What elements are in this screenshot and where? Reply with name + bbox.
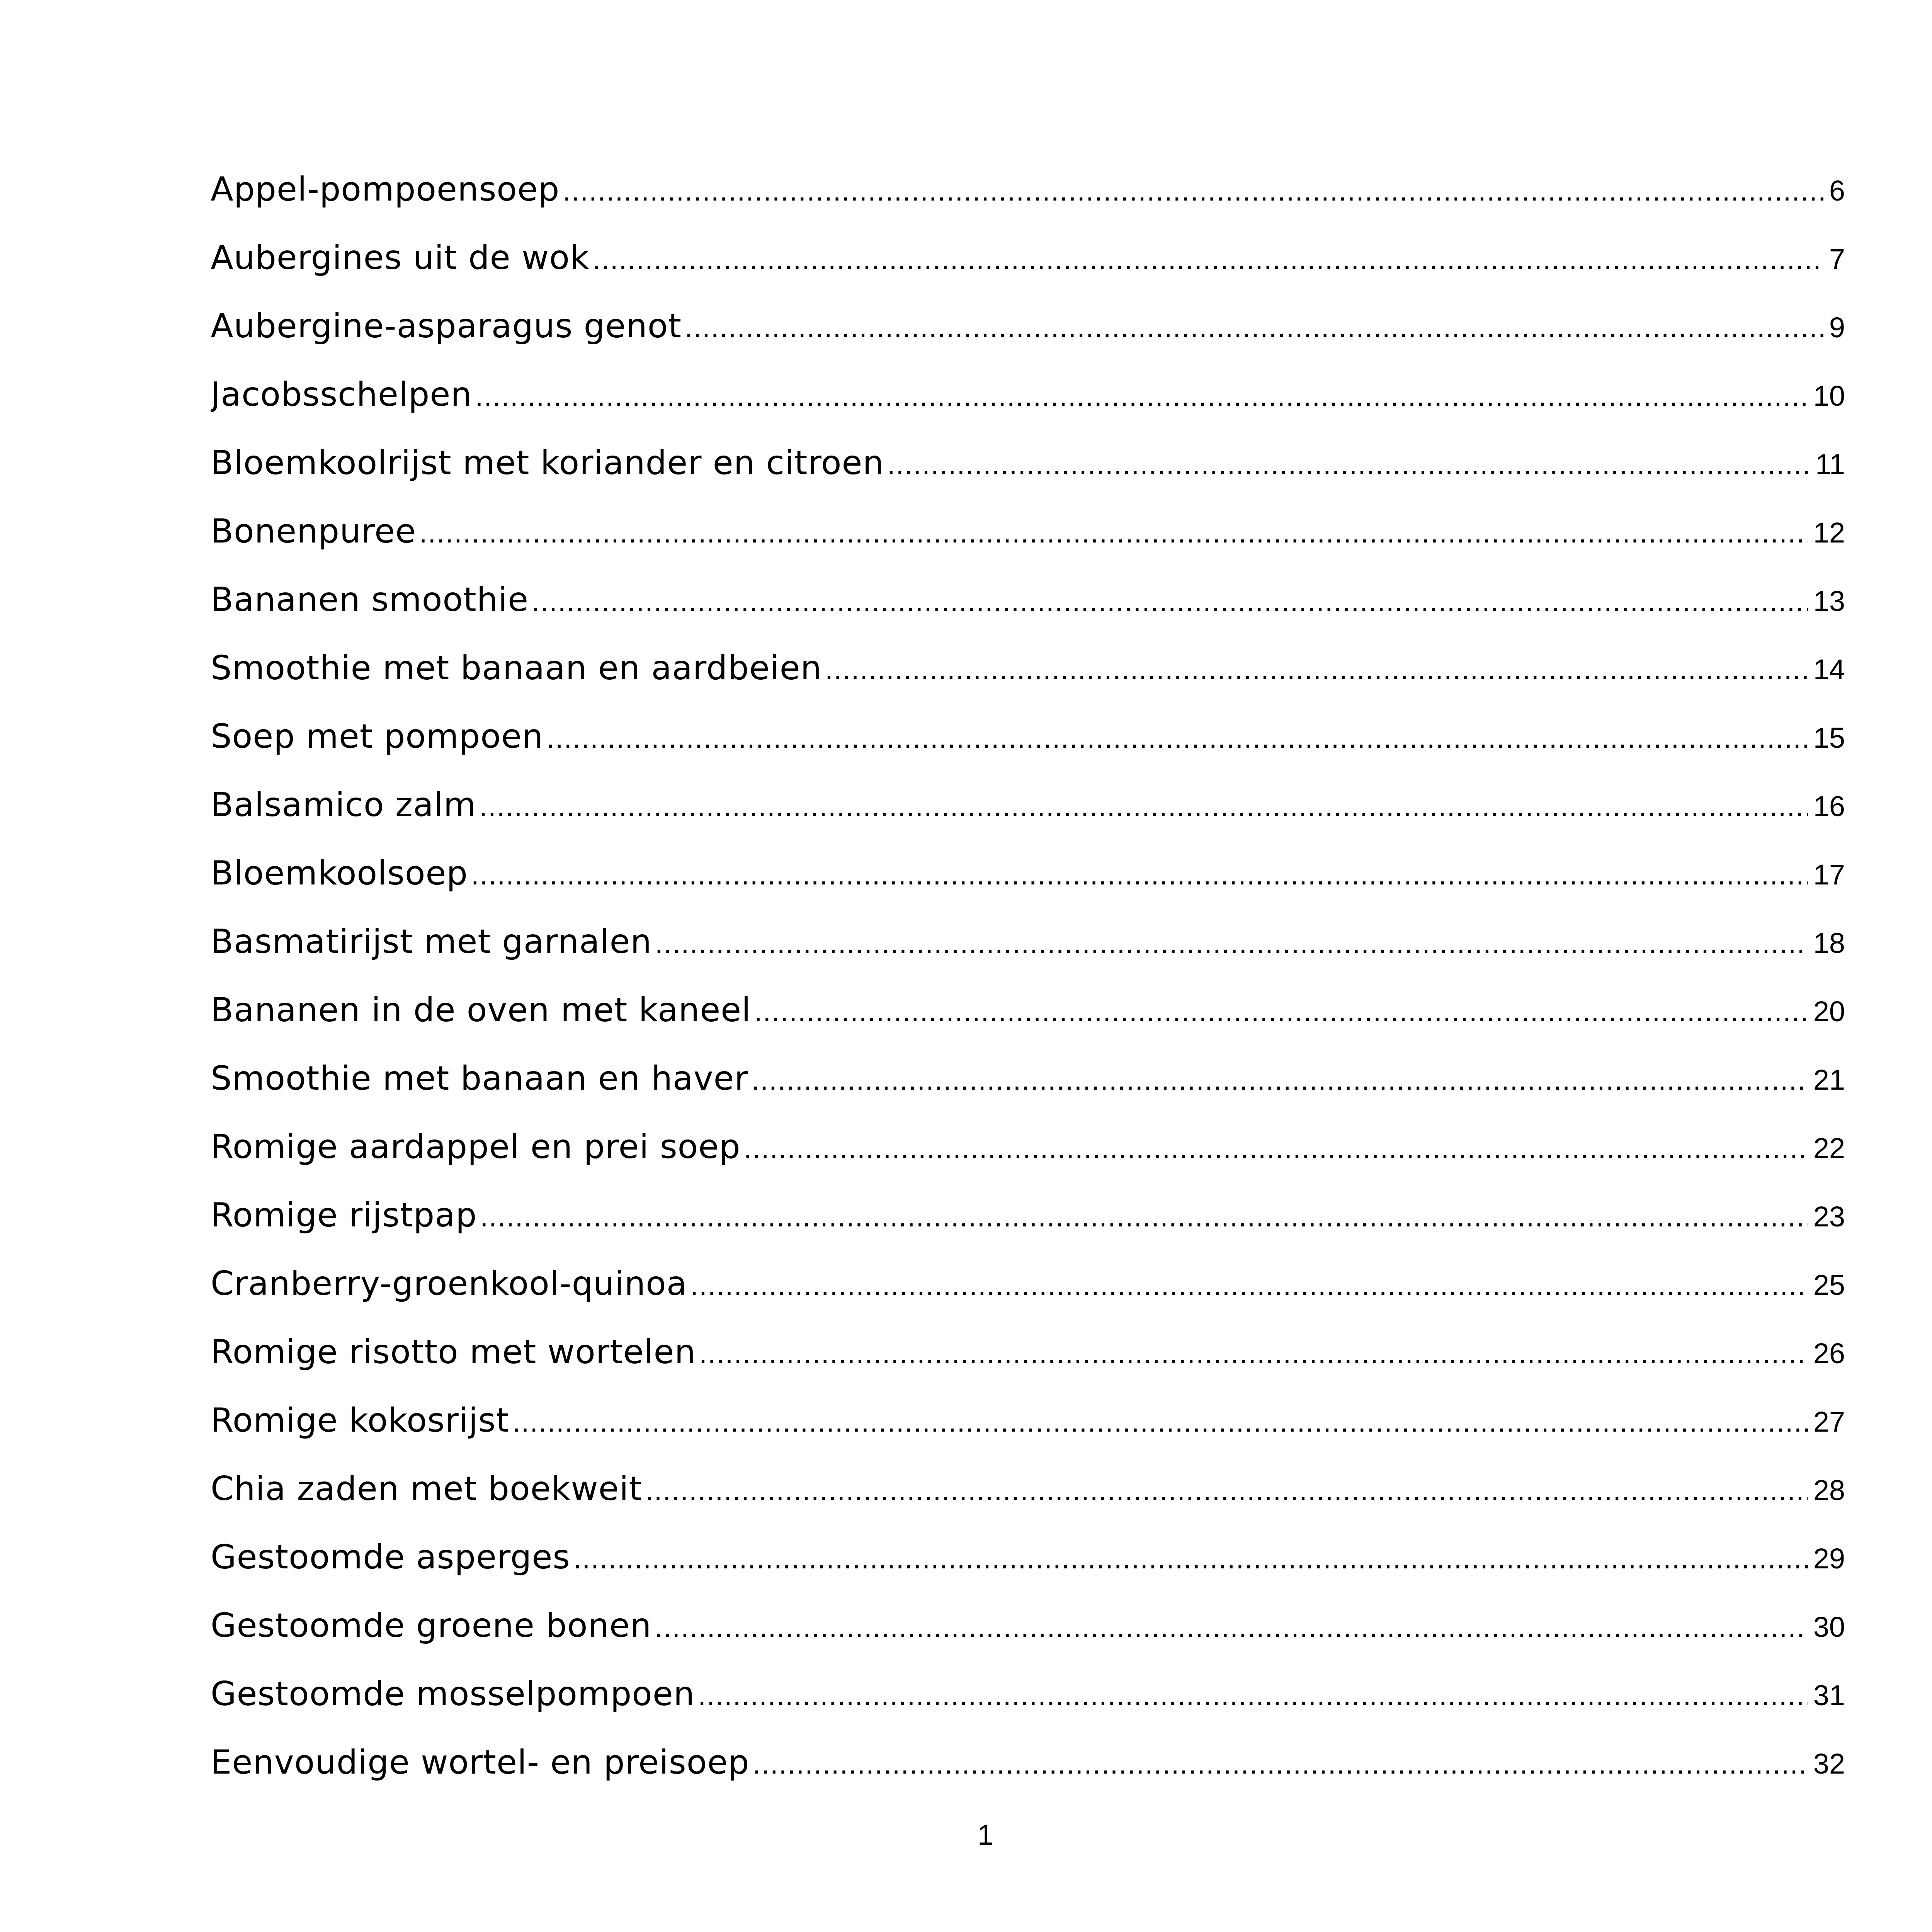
toc-entry-page: 13 [1813, 585, 1845, 617]
toc-entry-page: 12 [1813, 517, 1845, 549]
toc-entry-title: Bloemkoolsoep [211, 854, 468, 893]
toc-dot-leader [480, 790, 1808, 823]
toc-entry[interactable] [211, 991, 1845, 1059]
toc-entry-title: Gestoomde groene bonen [211, 1606, 652, 1645]
toc-entry[interactable] [211, 307, 1845, 375]
toc-entry[interactable] [211, 1675, 1845, 1743]
toc-entry[interactable] [211, 1606, 1845, 1675]
toc-entry[interactable] [211, 238, 1845, 307]
toc-entry-title: Balsamico zalm [211, 786, 476, 824]
toc-dot-leader [825, 653, 1808, 686]
toc-dot-leader [752, 1063, 1808, 1096]
toc-dot-leader [744, 1132, 1808, 1165]
toc-entry-title: Romige kokosrijst [211, 1401, 510, 1440]
toc-entry[interactable] [211, 1059, 1845, 1128]
toc-entry-page: 10 [1813, 380, 1845, 412]
toc-entry-page: 31 [1813, 1679, 1845, 1711]
toc-entry-page: 28 [1813, 1474, 1845, 1506]
toc-entry-page: 7 [1829, 243, 1845, 275]
toc-entry-page: 9 [1829, 311, 1845, 344]
toc-dot-leader [645, 1474, 1808, 1507]
toc-entry-page: 20 [1813, 995, 1845, 1027]
toc-entry-title: Smoothie met banaan en aardbeien [211, 649, 822, 687]
toc-entry-page: 11 [1815, 448, 1845, 480]
toc-entry-page: 15 [1813, 722, 1845, 754]
toc-entry-title: Basmatirijst met garnalen [211, 922, 652, 961]
toc-entry-page: 25 [1813, 1269, 1845, 1301]
toc-dot-leader [480, 1200, 1808, 1233]
toc-entry-page: 17 [1813, 859, 1845, 891]
toc-dot-leader [699, 1337, 1808, 1370]
toc-entry-page: 21 [1813, 1064, 1845, 1096]
toc-dot-leader [754, 995, 1808, 1028]
toc-entry[interactable] [211, 854, 1845, 922]
toc-entry-title: Romige risotto met wortelen [211, 1333, 696, 1371]
toc-entry-page: 16 [1813, 790, 1845, 822]
toc-entry[interactable] [211, 922, 1845, 991]
toc-entry-page: 23 [1813, 1201, 1845, 1233]
toc-entry-page: 14 [1813, 653, 1845, 685]
toc-entry-title: Soep met pompoen [211, 717, 544, 756]
toc-entry-page: 32 [1813, 1748, 1845, 1780]
toc-entry-title: Romige aardappel en prei soep [211, 1128, 741, 1166]
toc-entry[interactable] [211, 1743, 1845, 1811]
toc-entry-title: Aubergine-asparagus genot [211, 307, 682, 345]
toc-dot-leader [887, 448, 1810, 481]
toc-entry-page: 26 [1813, 1337, 1845, 1369]
toc-entry-title: Smoothie met banaan en haver [211, 1059, 748, 1098]
toc-entry-title: Appel-pompoensoep [211, 170, 560, 209]
toc-dot-leader [690, 1269, 1808, 1301]
toc-entry[interactable] [211, 786, 1845, 854]
toc-entry[interactable] [211, 717, 1845, 786]
toc-dot-leader [685, 311, 1824, 344]
toc-entry[interactable] [211, 444, 1845, 512]
toc-entry[interactable] [211, 170, 1845, 238]
toc-entry[interactable] [211, 580, 1845, 649]
toc-entry-title: Gestoomde mosselpompoen [211, 1675, 695, 1713]
toc-dot-leader [593, 243, 1824, 276]
toc-entry-title: Gestoomde asperges [211, 1538, 571, 1577]
table-of-contents [211, 170, 1845, 1811]
toc-entry[interactable] [211, 1401, 1845, 1469]
toc-dot-leader [512, 1405, 1808, 1438]
toc-entry-title: Bananen smoothie [211, 580, 529, 619]
toc-entry-page: 6 [1829, 175, 1845, 207]
toc-dot-leader [655, 1611, 1808, 1643]
toc-entry-title: Bloemkoolrijst met koriander en citroen [211, 444, 884, 482]
toc-dot-leader [419, 516, 1808, 549]
toc-entry-title: Bananen in de oven met kaneel [211, 991, 751, 1029]
toc-entry[interactable] [211, 375, 1845, 444]
toc-entry-page: 30 [1813, 1611, 1845, 1643]
toc-entry[interactable] [211, 649, 1845, 717]
toc-entry-title: Bonenpuree [211, 512, 416, 551]
toc-dot-leader [753, 1747, 1808, 1780]
toc-entry-title: Eenvoudige wortel- en preisoep [211, 1743, 750, 1782]
toc-entry-title: Aubergines uit de wok [211, 238, 590, 277]
toc-dot-leader [546, 721, 1808, 754]
toc-entry-page: 27 [1813, 1406, 1845, 1438]
toc-entry-page: 18 [1813, 927, 1845, 959]
toc-entry-title: Romige rijstpap [211, 1196, 477, 1235]
toc-entry[interactable] [211, 1469, 1845, 1538]
toc-dot-leader [563, 174, 1823, 207]
toc-entry-page: 29 [1813, 1543, 1845, 1575]
toc-entry-page: 22 [1813, 1132, 1845, 1164]
toc-entry-title: Chia zaden met boekweit [211, 1469, 643, 1508]
toc-entry[interactable] [211, 1538, 1845, 1606]
toc-dot-leader [655, 927, 1808, 959]
toc-entry[interactable] [211, 1196, 1845, 1264]
toc-entry-title: Jacobsschelpen [211, 375, 472, 414]
toc-entry[interactable] [211, 512, 1845, 580]
toc-dot-leader [573, 1542, 1808, 1575]
toc-dot-leader [532, 585, 1808, 617]
toc-entry[interactable] [211, 1333, 1845, 1401]
toc-entry-title: Cranberry-groenkool-quinoa [211, 1264, 687, 1303]
toc-entry[interactable] [211, 1128, 1845, 1196]
page-number: 1 [977, 1819, 994, 1851]
toc-dot-leader [698, 1679, 1808, 1712]
toc-dot-leader [475, 379, 1808, 412]
toc-dot-leader [471, 858, 1808, 891]
toc-entry[interactable] [211, 1264, 1845, 1333]
